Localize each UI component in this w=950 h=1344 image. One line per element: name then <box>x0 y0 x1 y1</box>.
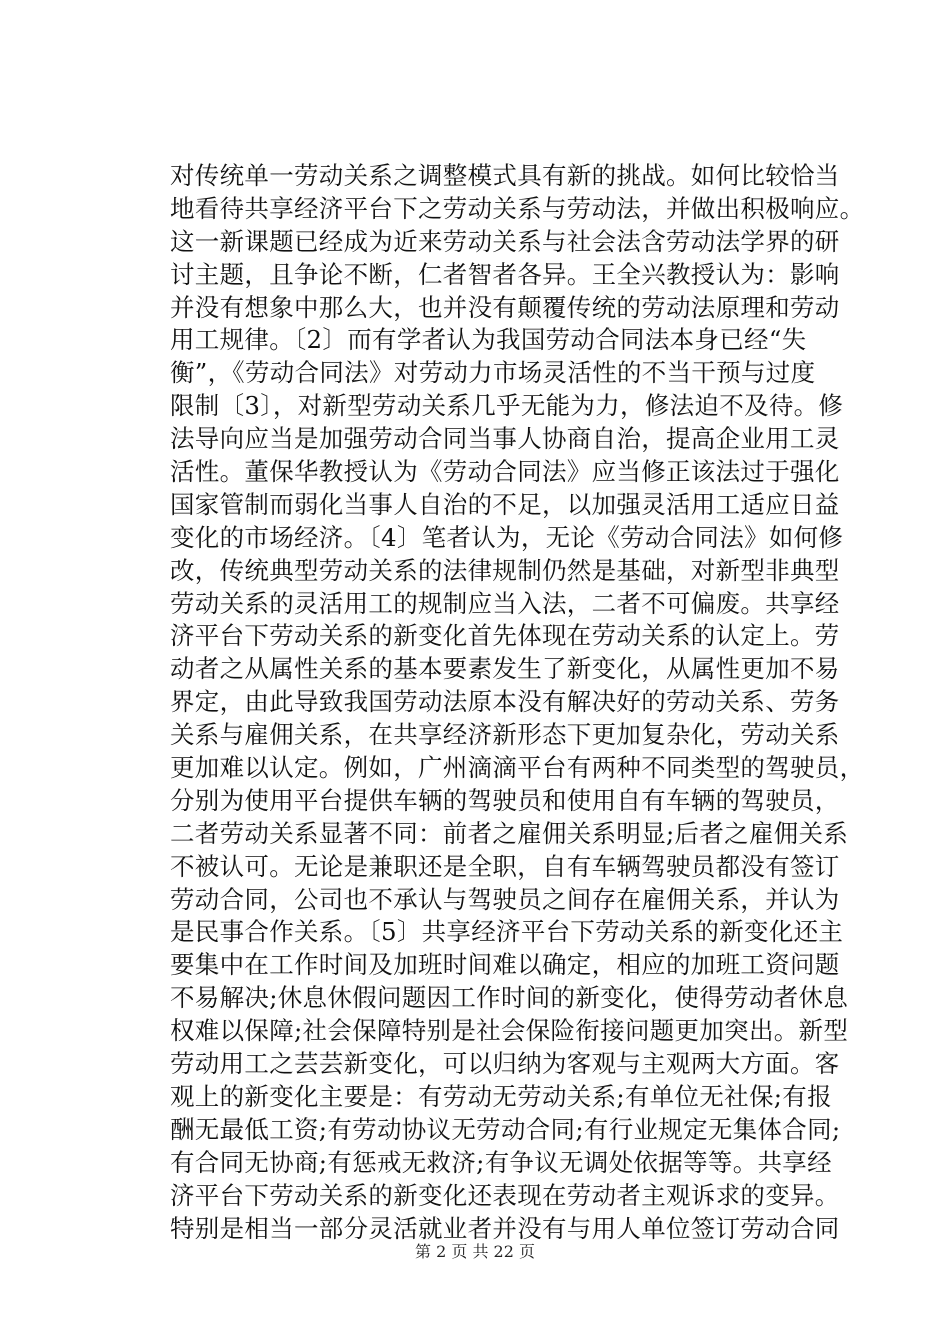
text-line: 法导向应当是加强劳动合同当事人协商自治，提高企业用工灵 <box>170 424 840 454</box>
text-line: 劳动合同，公司也不承认与驾驶员之间存在雇佣关系，并认为 <box>170 884 840 914</box>
text-line: 用工规律。〔2〕而有学者认为我国劳动合同法本身已经“失 <box>170 325 807 355</box>
text-line: 衡”，《劳动合同法》对劳动力市场灵活性的不当干预与过度 <box>170 358 816 388</box>
text-line: 观上的新变化主要是：有劳动无劳动关系;有单位无社保;有报 <box>170 1081 832 1111</box>
page-footer: 第 2 页 共 22 页 <box>415 1242 535 1261</box>
text-line: 要集中在工作时间及加班时间难以确定，相应的加班工资问题 <box>170 950 840 980</box>
text-line: 限制〔3〕，对新型劳动关系几乎无能为力，修法迫不及待。修 <box>170 391 844 421</box>
text-line: 分别为使用平台提供车辆的驾驶员和使用自有车辆的驾驶员， <box>170 785 840 815</box>
text-line: 酬无最低工资;有劳动协议无劳动合同;有行业规定无集体合同; <box>170 1114 841 1144</box>
text-line: 更加难以认定。例如，广州滴滴平台有两种不同类型的驾驶员， <box>170 753 865 783</box>
text-line: 济平台下劳动关系的新变化还表现在劳动者主观诉求的变异。 <box>170 1180 840 1210</box>
text-line: 劳动关系的灵活用工的规制应当入法，二者不可偏废。共享经 <box>170 588 840 618</box>
body-text <box>170 160 865 1245</box>
text-line: 国家管制而弱化当事人自治的不足，以加强灵活用工适应日益 <box>170 489 840 519</box>
text-line: 地看待共享经济平台下之劳动关系与劳动法，并做出积极响应。 <box>170 193 865 223</box>
text-line: 不被认可。无论是兼职还是全职，自有车辆驾驶员都没有签订 <box>170 851 840 881</box>
text-line: 界定，由此导致我国劳动法原本没有解决好的劳动关系、劳务 <box>170 687 840 717</box>
text-line: 权难以保障;社会保障特别是社会保险衔接问题更加突出。新型 <box>170 1016 849 1046</box>
text-line: 讨主题，且争论不断，仁者智者各异。王全兴教授认为：影响 <box>170 259 840 289</box>
text-line: 对传统单一劳动关系之调整模式具有新的挑战。如何比较恰当 <box>170 161 840 190</box>
text-line: 活性。董保华教授认为《劳动合同法》应当修正该法过于强化 <box>170 457 840 487</box>
text-line: 有合同无协商;有惩戒无救济;有争议无调处依据等等。共享经 <box>170 1147 832 1177</box>
text-line: 动者之从属性关系的基本要素发生了新变化，从属性更加不易 <box>170 654 840 684</box>
text-line: 关系与雇佣关系，在共享经济新形态下更加复杂化，劳动关系 <box>170 720 840 750</box>
text-line: 济平台下劳动关系的新变化首先体现在劳动关系的认定上。劳 <box>170 621 840 651</box>
text-line: 变化的市场经济。〔4〕笔者认为，无论《劳动合同法》如何修 <box>170 522 844 552</box>
text-line: 二者劳动关系显著不同：前者之雇佣关系明显;后者之雇佣关系 <box>170 818 849 848</box>
text-line: 劳动用工之芸芸新变化，可以归纳为客观与主观两大方面。客 <box>170 1049 840 1079</box>
text-line: 并没有想象中那么大，也并没有颠覆传统的劳动法原理和劳动 <box>170 292 840 322</box>
text-line: 这一新课题已经成为近来劳动关系与社会法含劳动法学界的研 <box>170 226 840 256</box>
text-line: 改，传统典型劳动关系的法律规制仍然是基础，对新型非典型 <box>170 555 840 585</box>
text-line: 是民事合作关系。〔5〕共享经济平台下劳动关系的新变化还主 <box>170 917 844 947</box>
text-line: 特别是相当一部分灵活就业者并没有与用人单位签订劳动合同 <box>170 1213 840 1243</box>
text-line: 不易解决;休息休假问题因工作时间的新变化，使得劳动者休息 <box>170 983 849 1013</box>
